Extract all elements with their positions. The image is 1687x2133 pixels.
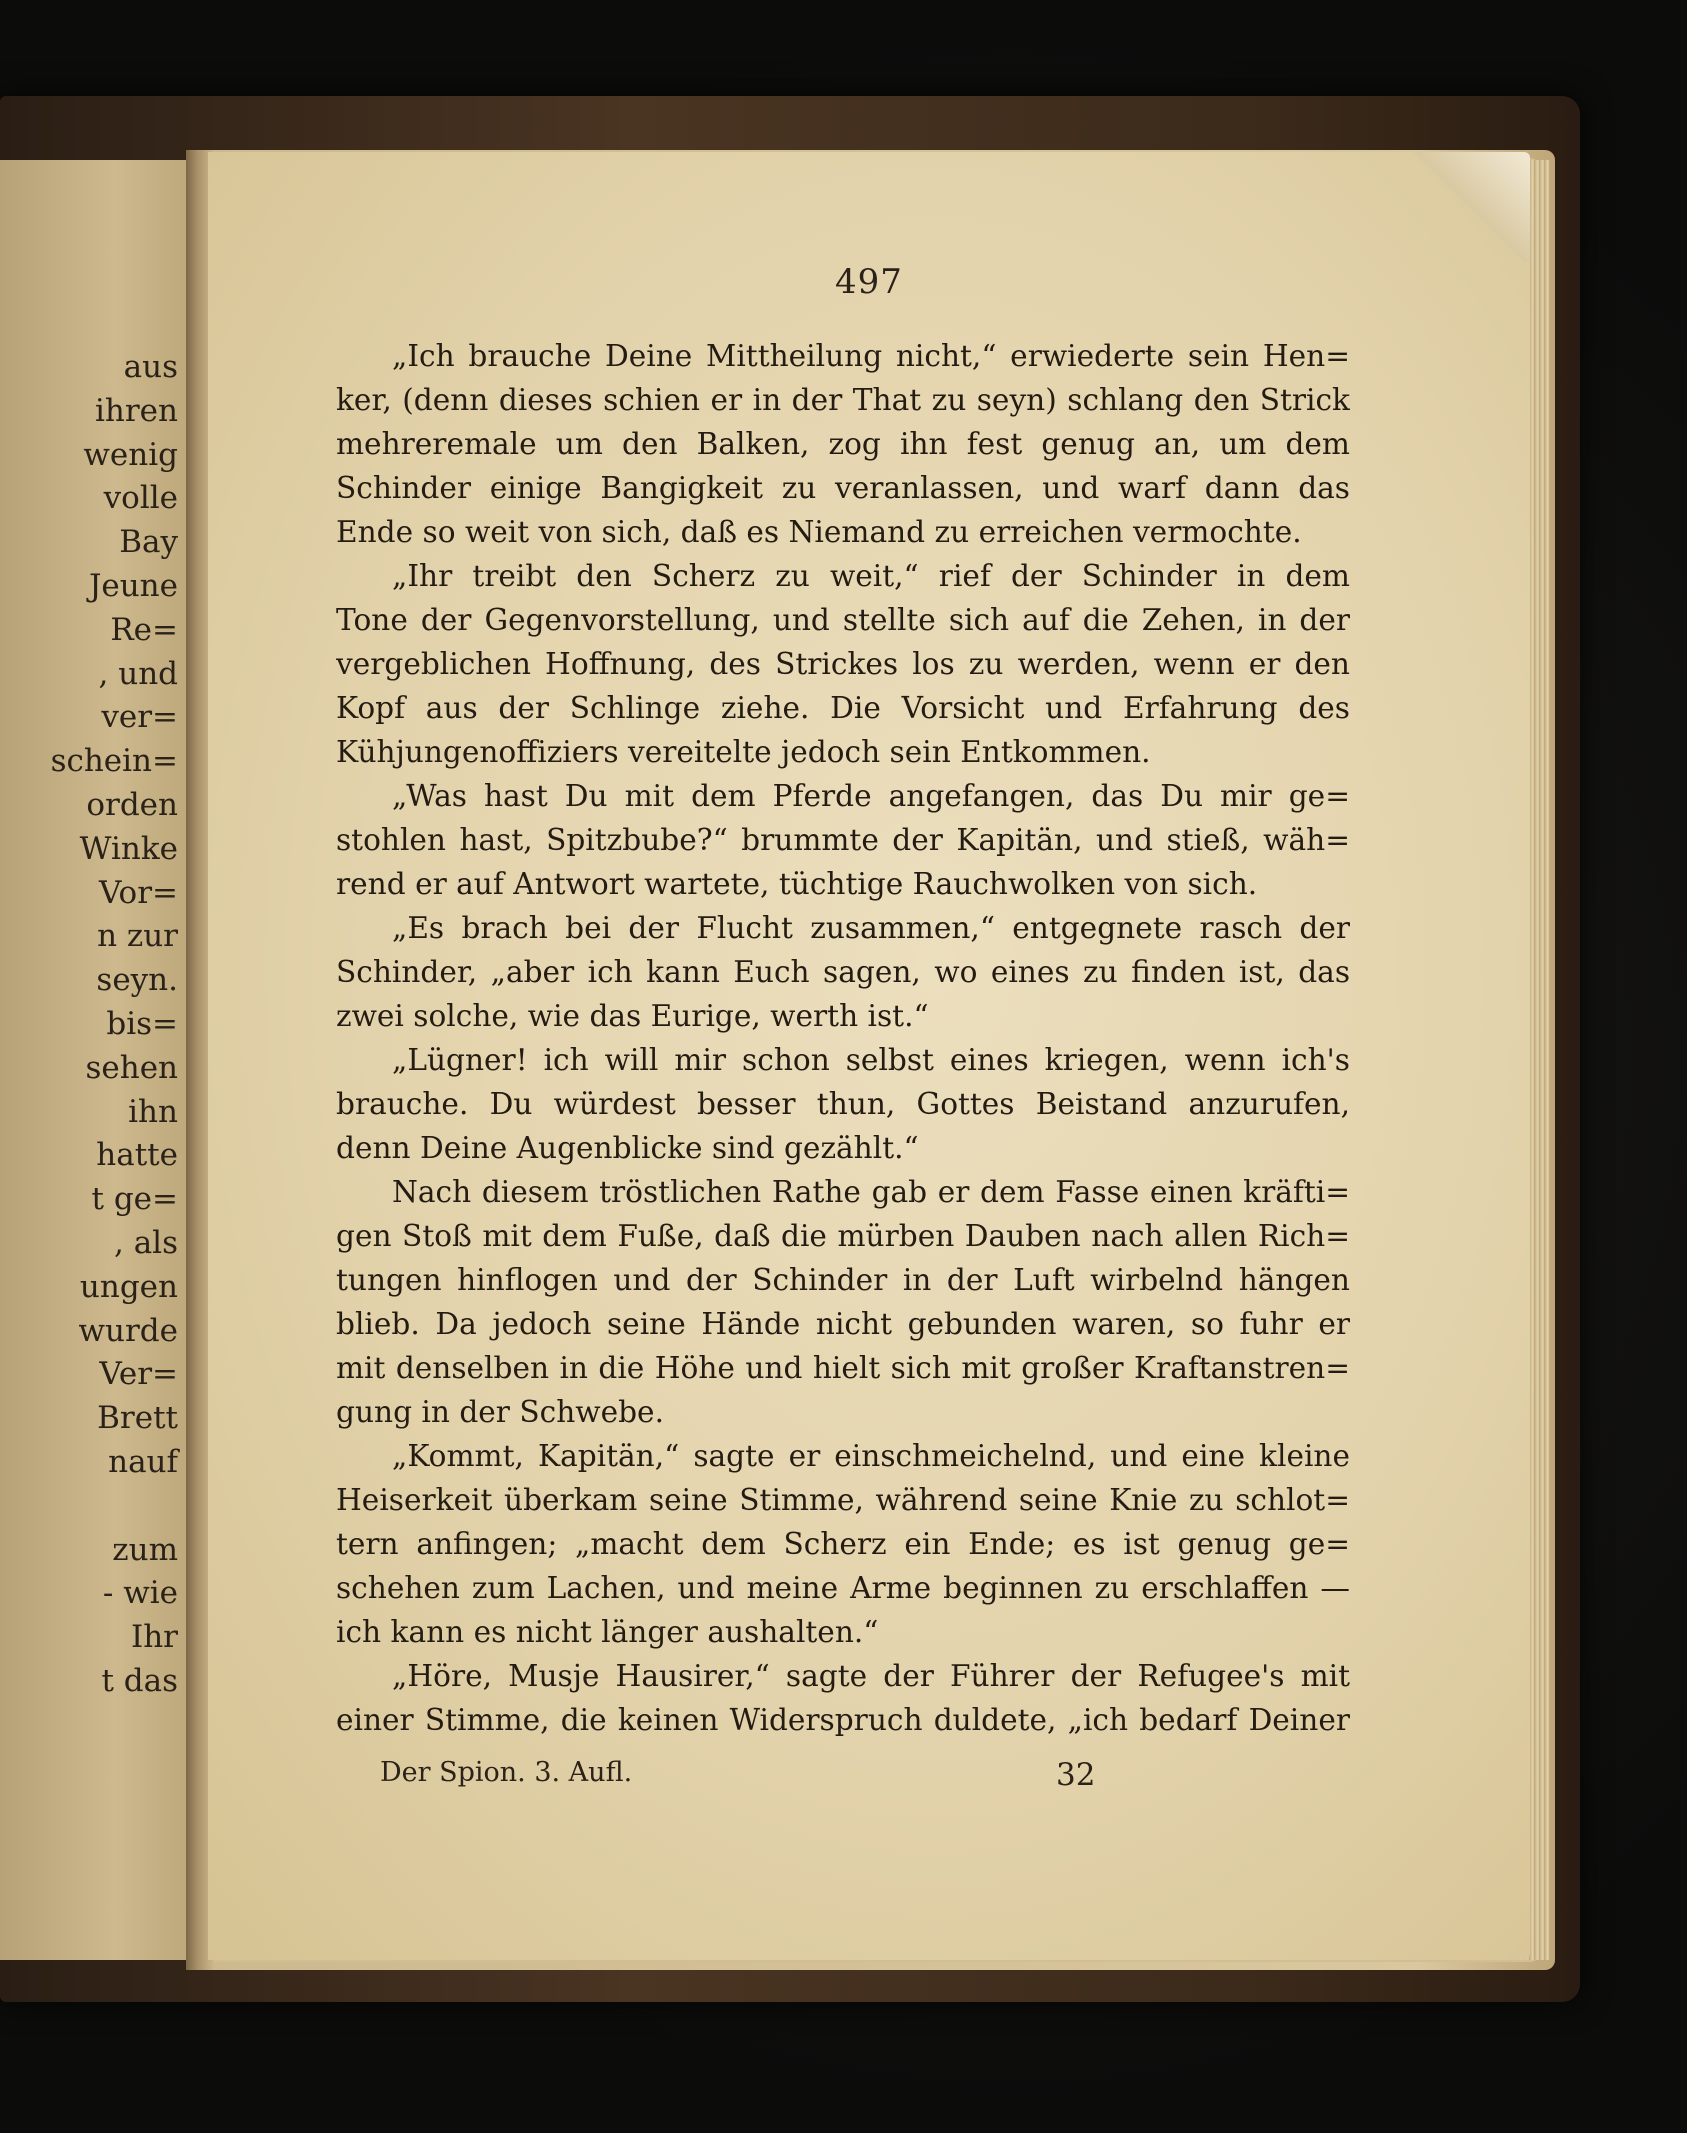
left-page-line: sehen [85, 1049, 178, 1086]
left-page-line: bis= [106, 1005, 178, 1042]
page-number: 497 [835, 262, 903, 302]
text-line: ker, (denn dieses schien er in der That zu seyn) schlang den Strick [336, 383, 1350, 417]
left-page-line: Jeune [88, 567, 178, 604]
left-page-line: t ge= [91, 1181, 178, 1218]
left-page-line: Ihr [130, 1619, 178, 1656]
text-line: brauche. Du würdest besser thun, Gottes Beistand anzurufen, [336, 1087, 1350, 1121]
left-page-line: Re= [110, 611, 178, 648]
left-page-line: , als [113, 1224, 178, 1261]
left-page-line: nauf [108, 1443, 178, 1480]
text-line: „Ich brauche Deine Mittheilung nicht,“ erwiederte sein Hen= [392, 339, 1350, 373]
text-line: vergeblichen Hoffnung, des Strickes los zu werden, wenn er den [336, 647, 1350, 681]
left-page-line: ihren [94, 392, 178, 429]
signature-title: Der Spion. 3. Aufl. [380, 1757, 633, 1788]
left-page [0, 160, 192, 1960]
left-page-line: wenig [83, 436, 178, 473]
left-page-line: , und [98, 655, 178, 692]
text-line: Tone der Gegenvorstellung, und stellte sich auf die Zehen, in der [336, 603, 1350, 637]
text-line: Schinder, „aber ich kann Euch sagen, wo eines zu finden ist, das [336, 955, 1350, 989]
signature-number: 32 [1056, 1757, 1096, 1793]
folded-corner [1410, 152, 1530, 262]
left-page-line: Vor= [99, 874, 178, 911]
text-line: Kühjungenoffiziers vereitelte jedoch sein Entkommen. [336, 735, 1151, 769]
left-page-line: Winke [79, 830, 178, 867]
text-line: denn Deine Augenblicke sind gezählt.“ [336, 1131, 919, 1165]
text-line: einer Stimme, die keinen Widerspruch duldete, „ich bedarf Deiner [336, 1703, 1350, 1737]
left-page-line: ihn [128, 1093, 178, 1130]
left-page-line: volle [103, 480, 178, 517]
left-page-line: orden [86, 786, 178, 823]
text-line: Schinder einige Bangigkeit zu veranlassen, und warf dann das [336, 471, 1350, 505]
text-line: mehreremale um den Balken, zog ihn fest genug an, um dem [336, 427, 1350, 461]
text-line: „Kommt, Kapitän,“ sagte er einschmeichelnd, und eine kleine [392, 1439, 1350, 1473]
left-page-line [0, 1485, 178, 1529]
text-line: „Was hast Du mit dem Pferde angefangen, das Du mir ge= [392, 779, 1350, 813]
text-line: ich kann es nicht länger aushalten.“ [336, 1615, 879, 1649]
text-line: rend er auf Antwort wartete, tüchtige Rauchwolken von sich. [336, 867, 1258, 901]
left-page-line: zum [112, 1531, 178, 1568]
left-page-line: - wie [102, 1575, 178, 1612]
text-line: Nach diesem tröstlichen Rathe gab er dem Fasse einen kräfti= [392, 1175, 1350, 1209]
text-line: „Ihr treibt den Scherz zu weit,“ rief der Schinder in dem [392, 559, 1350, 593]
left-page-line: hatte [96, 1137, 178, 1174]
left-page-line: t das [101, 1662, 178, 1699]
text-line: „Es brach bei der Flucht zusammen,“ entgegnete rasch der [392, 911, 1350, 945]
left-page-line: schein= [50, 743, 178, 780]
text-line: Heiserkeit überkam seine Stimme, während seine Knie zu schlot= [336, 1483, 1350, 1517]
page-body-text [336, 334, 1350, 1742]
text-line: „Lügner! ich will mir schon selbst eines kriegen, wenn ich's [392, 1043, 1350, 1077]
text-line: mit denselben in die Höhe und hielt sich mit großer Kraftanstren= [336, 1351, 1350, 1385]
text-line: gen Stoß mit dem Fuße, daß die mürben Dauben nach allen Rich= [336, 1219, 1350, 1253]
left-page-line: aus [123, 349, 178, 385]
text-line: schehen zum Lachen, und meine Arme beginnen zu erschlaffen — [336, 1571, 1350, 1605]
text-line: tungen hinflogen und der Schinder in der Luft wirbelnd hängen [336, 1263, 1350, 1297]
text-line: Ende so weit von sich, daß es Niemand zu erreichen vermochte. [336, 515, 1302, 549]
text-line: blieb. Da jedoch seine Hände nicht gebunden waren, so fuhr er [336, 1307, 1350, 1341]
left-page-line: Brett [97, 1400, 178, 1437]
text-line: tern anfingen; „macht dem Scherz ein Ende; es ist genug ge= [336, 1527, 1350, 1561]
text-line: zwei solche, wie das Eurige, werth ist.“ [336, 999, 929, 1033]
left-page-line: Ver= [99, 1356, 178, 1393]
left-page-line: Bay [119, 524, 178, 561]
left-page-line: ver= [101, 699, 178, 736]
left-page-line: seyn. [96, 962, 178, 999]
right-page [208, 152, 1530, 1960]
text-line: stohlen hast, Spitzbube?“ brummte der Kapitän, und stieß, wäh= [336, 823, 1350, 857]
text-line: gung in der Schwebe. [336, 1395, 664, 1429]
left-page-line: n zur [97, 918, 178, 955]
left-page-line: wurde [78, 1312, 178, 1349]
left-page-text [0, 346, 178, 1704]
text-line: Kopf aus der Schlinge ziehe. Die Vorsicht und Erfahrung des [336, 691, 1350, 725]
text-line: „Höre, Musje Hausirer,“ sagte der Führer der Refugee's mit [392, 1659, 1350, 1693]
left-page-line: ungen [79, 1268, 178, 1305]
